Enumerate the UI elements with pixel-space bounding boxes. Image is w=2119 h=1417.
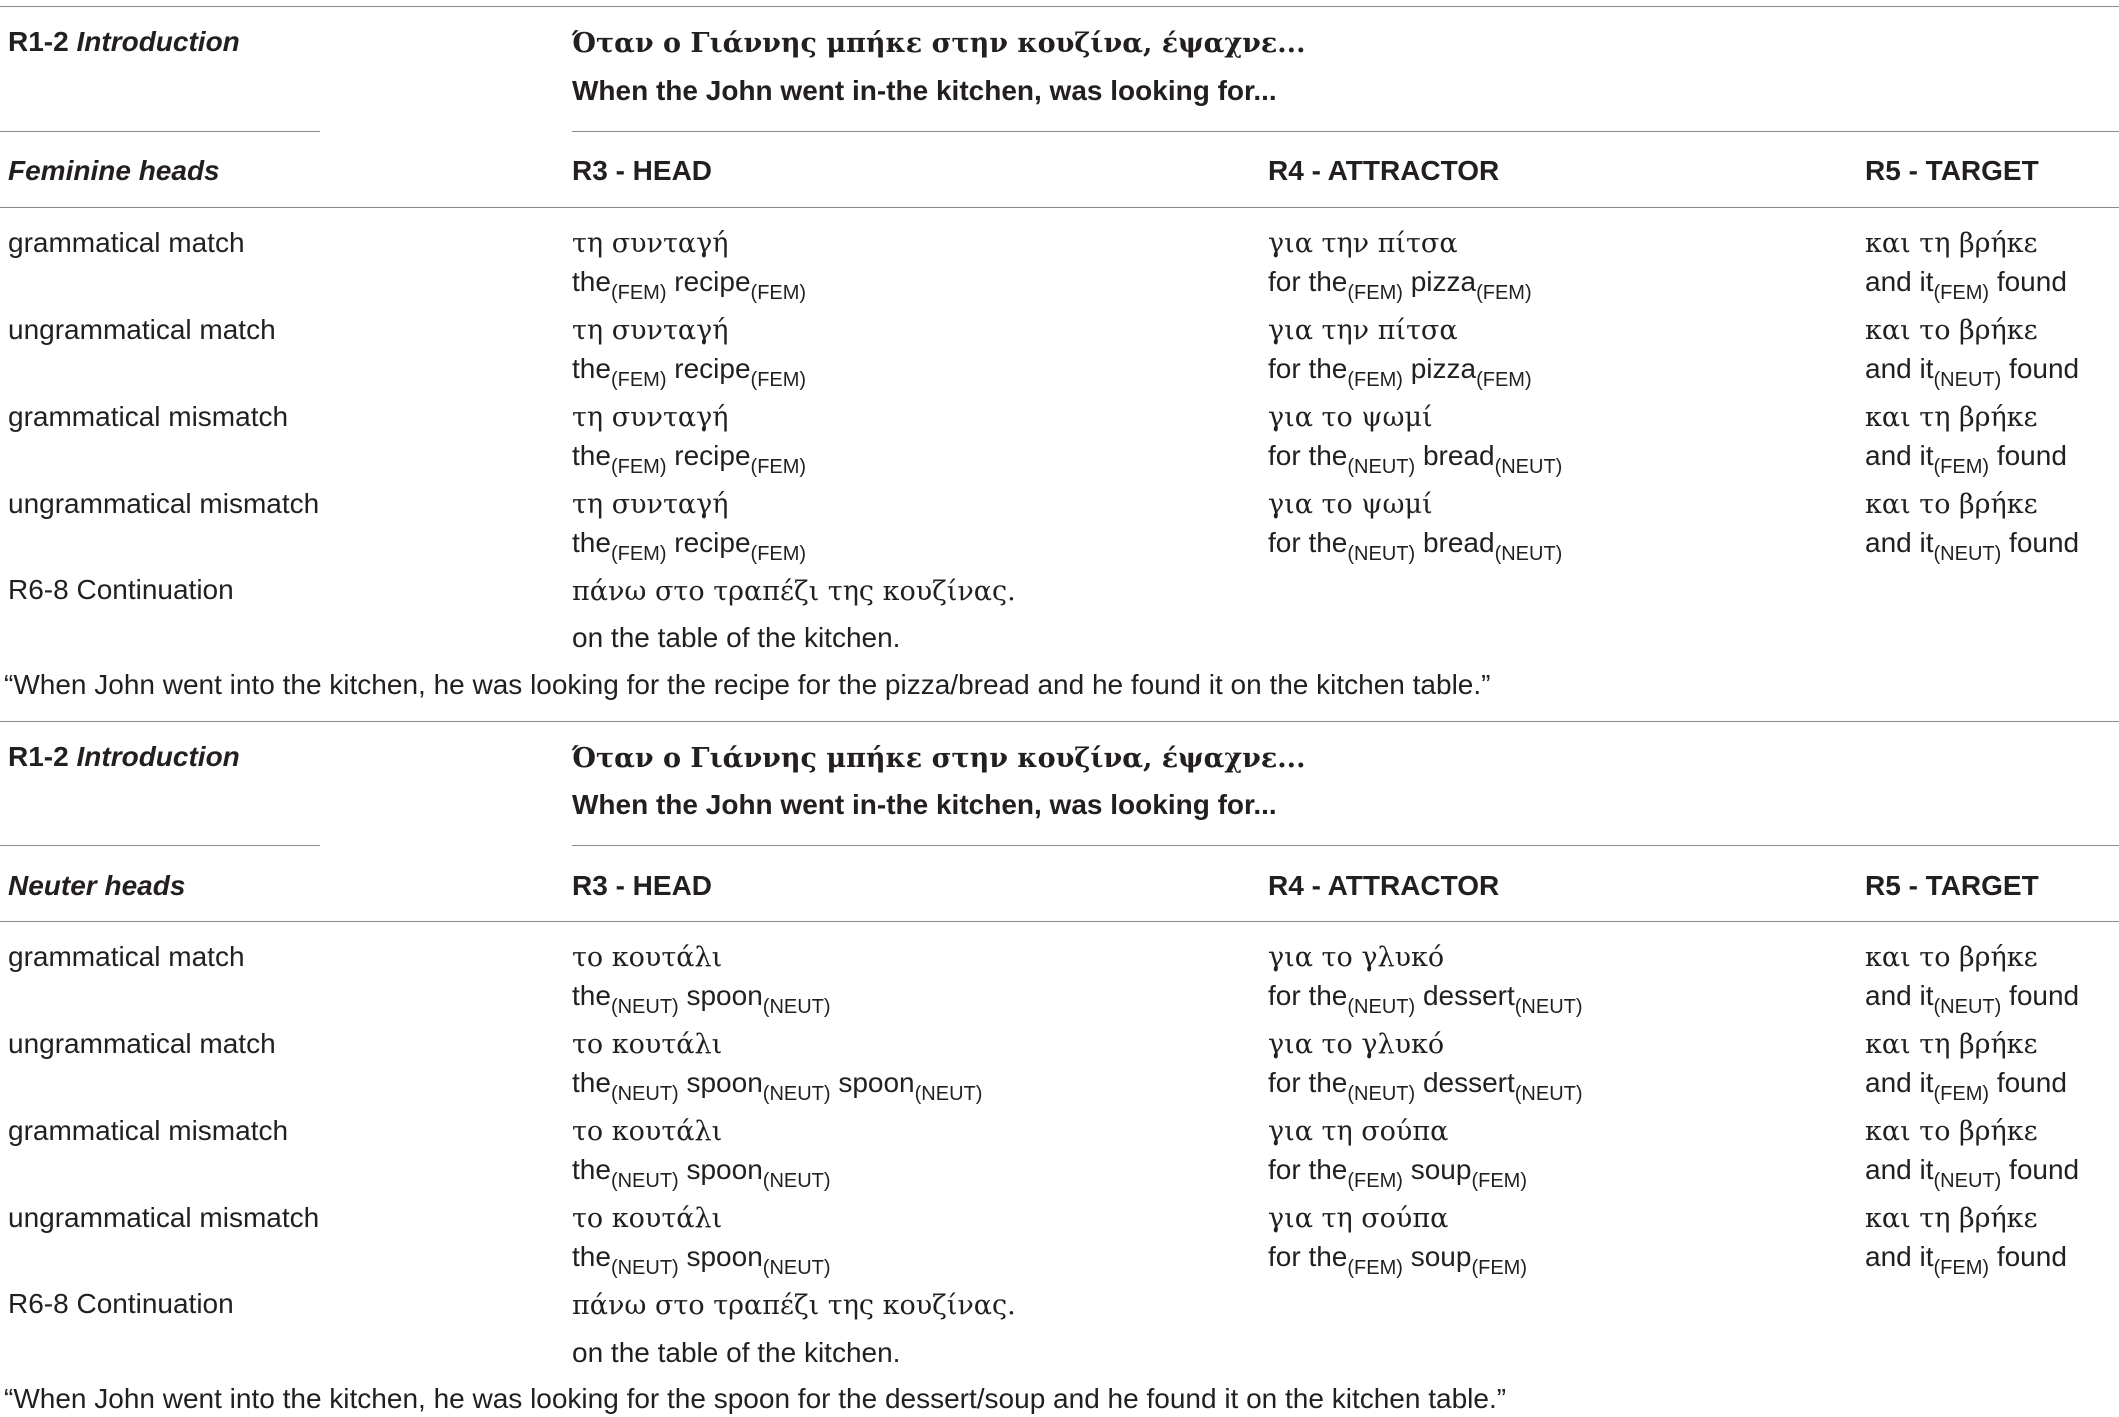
continuation-label: R6-8 Continuation [8,574,234,605]
head-greek: τη συνταγή [572,402,729,433]
attractor-greek: για το ψωμί [1268,402,1433,433]
section-divider [0,721,2119,722]
condition-label: grammatical mismatch [8,401,289,432]
col-head: R3 - HEAD [572,870,713,901]
rule-right [572,845,2119,846]
target-gloss: and $it_{(FEM)}$ found [1865,440,2067,478]
translation: “When John went into the kitchen, he was looking for the spoon for the dessert/soup and he found it on the kitchen table.” [4,1383,1507,1414]
attractor-gloss: for the$_{(FEM)}$ soup$_{(FEM)}$ [1268,1154,1527,1192]
col-target: R5 - TARGET [1865,155,2039,186]
col-attractor: R4 - ATTRACTOR [1268,155,1500,186]
head-gloss: the$_{(NEUT)}$ spoon$_{(NEUT)}$ spoon$_{(NEUT)}$ [572,1067,983,1105]
header-rule [0,207,2119,208]
target-greek: και τη βρήκε [1865,1029,2038,1060]
target-gloss: and $it_{(FEM)}$ found [1865,1241,2067,1279]
target-greek: και το βρήκε [1865,489,2038,520]
target-greek: και τη βρήκε [1865,402,2038,433]
target-gloss: and $it_{(FEM)}$ found [1865,266,2067,304]
head-greek: τη συνταγή [572,228,729,259]
target-greek: και τη βρήκε [1865,1203,2038,1234]
target-greek: και τη βρήκε [1865,228,2038,259]
rule-left [0,131,320,132]
attractor-greek: για τη σούπα [1268,1116,1449,1147]
condition-label: ungrammatical mismatch [8,1202,320,1233]
continuation-greek: πάνω στο τραπέζι της κουζίνας. [572,1290,1016,1321]
intro-gloss: When the John went in-the kitchen, was looking for... [572,75,1277,106]
continuation-gloss: on the table of the kitchen. [572,1337,901,1368]
rule-left [0,845,320,846]
continuation-greek: πάνω στο τραπέζι της κουζίνας. [572,576,1016,607]
head-gloss: the$_{(FEM)}$ recipe$_{(FEM)}$ [572,440,807,478]
head-greek: τη συνταγή [572,489,729,520]
condition-label: ungrammatical mismatch [8,488,320,519]
translation: “When John went into the kitchen, he was looking for the recipe for the pizza/bread and he found it on the kitchen table.” [4,669,1491,700]
attractor-gloss: for the$_{(NEUT)}$ dessert$_{(NEUT)}$ [1268,980,1583,1018]
condition-label: ungrammatical match [8,314,276,345]
head-greek: τη συνταγή [572,315,729,346]
attractor-greek: για το γλυκό [1268,1029,1445,1060]
head-gloss: the$_{(NEUT)}$ spoon$_{(NEUT)}$ [572,1241,831,1279]
intro-label: R1-2 Introduction [8,741,240,772]
col-attractor: R4 - ATTRACTOR [1268,870,1500,901]
attractor-gloss: for the$_{(FEM)}$ soup$_{(FEM)}$ [1268,1241,1527,1279]
rule-right [572,131,2119,132]
condition-label: grammatical match [8,941,245,972]
target-gloss: and $it_{(NEUT)}$ found [1865,980,2080,1018]
top-rule [0,6,2119,7]
head-greek: το κουτάλι [572,942,723,973]
col-target: R5 - TARGET [1865,870,2039,901]
target-gloss: and $it_{(NEUT)}$ found [1865,527,2080,565]
target-greek: και το βρήκε [1865,1116,2038,1147]
group-label: Feminine heads [8,155,220,186]
col-head: R3 - HEAD [572,155,713,186]
head-greek: το κουτάλι [572,1029,723,1060]
intro-greek: Όταν ο Γιάννης μπήκε στην κουζίνα, έψαχνε... [572,28,1306,59]
head-gloss: the$_{(NEUT)}$ spoon$_{(NEUT)}$ [572,980,831,1018]
head-gloss: the$_{(NEUT)}$ spoon$_{(NEUT)}$ [572,1154,831,1192]
continuation-gloss: on the table of the kitchen. [572,622,901,653]
attractor-greek: για το γλυκό [1268,942,1445,973]
attractor-gloss: for the$_{(NEUT)}$ bread$_{(NEUT)}$ [1268,440,1563,478]
target-greek: και το βρήκε [1865,315,2038,346]
attractor-gloss: for the$_{(NEUT)}$ dessert$_{(NEUT)}$ [1268,1067,1583,1105]
continuation-label: R6-8 Continuation [8,1288,234,1319]
intro-greek: Όταν ο Γιάννης μπήκε στην κουζίνα, έψαχνε... [572,743,1306,774]
attractor-greek: για την πίτσα [1268,315,1458,346]
attractor-gloss: for the$_{(NEUT)}$ bread$_{(NEUT)}$ [1268,527,1563,565]
condition-label: grammatical match [8,227,245,258]
attractor-greek: για την πίτσα [1268,228,1458,259]
attractor-greek: για τη σούπα [1268,1203,1449,1234]
target-gloss: and $it_{(NEUT)}$ found [1865,1154,2080,1192]
intro-label: R1-2 Introduction [8,26,240,57]
group-label: Neuter heads [8,870,186,901]
head-greek: το κουτάλι [572,1203,723,1234]
condition-label: ungrammatical match [8,1028,276,1059]
attractor-gloss: for the$_{(FEM)}$ pizza$_{(FEM)}$ [1268,353,1532,391]
target-gloss: and $it_{(FEM)}$ found [1865,1067,2067,1105]
head-gloss: the$_{(FEM)}$ recipe$_{(FEM)}$ [572,353,807,391]
attractor-gloss: for the$_{(FEM)}$ pizza$_{(FEM)}$ [1268,266,1532,304]
head-gloss: the$_{(FEM)}$ recipe$_{(FEM)}$ [572,266,807,304]
intro-gloss: When the John went in-the kitchen, was looking for... [572,789,1277,820]
target-greek: και το βρήκε [1865,942,2038,973]
header-rule [0,921,2119,922]
head-greek: το κουτάλι [572,1116,723,1147]
head-gloss: the$_{(FEM)}$ recipe$_{(FEM)}$ [572,527,807,565]
target-gloss: and $it_{(NEUT)}$ found [1865,353,2080,391]
attractor-greek: για το ψωμί [1268,489,1433,520]
condition-label: grammatical mismatch [8,1115,289,1146]
